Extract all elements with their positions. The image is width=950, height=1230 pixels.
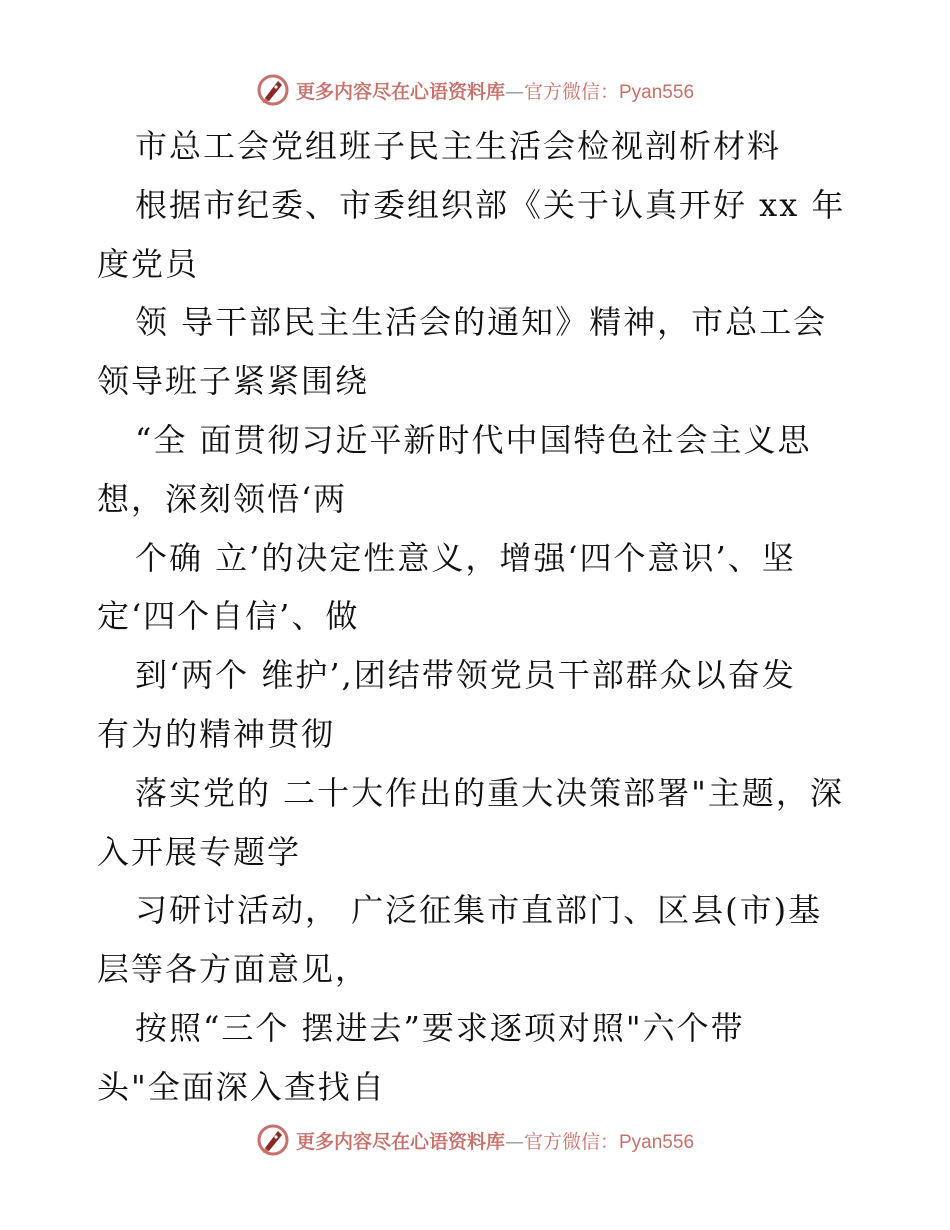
footer-watermark-text (296, 1127, 694, 1154)
watermark-wechat-id: Pyan556 (619, 81, 695, 103)
watermark-wechat-id: Pyan556 (619, 1131, 695, 1153)
header-watermark-text (296, 77, 694, 104)
paragraph-line: 想，深刻领悟‘两 (97, 479, 348, 518)
paragraph-line: 根据市纪委、市委组织部《关于认真开好 xx 年 (135, 185, 846, 224)
paragraph-line: 有为的精神贯彻 (97, 714, 336, 753)
paragraph-line: 按照“三个 摆进去”要求逐项对照"六个带 (135, 1008, 745, 1047)
pen-nib-logo-icon (256, 1123, 290, 1157)
footer-watermark (0, 1120, 950, 1160)
paragraph-line: 习研讨活动， 广泛征集市直部门、区县(市)基 (135, 891, 823, 930)
document-body (97, 117, 857, 1117)
paragraph-line: 个确 立’的决定性意义，增强‘四个意识’、坚 (135, 538, 796, 577)
watermark-main: 更多内容尽在心语资料库 (295, 1130, 505, 1153)
watermark-main: 更多内容尽在心语资料库 (295, 80, 505, 103)
document-title: 市总工会党组班子民主生活会检视剖析材料 (135, 127, 782, 165)
paragraph-line: 度党员 (97, 244, 200, 283)
paragraph-line: 层等各方面意见， (97, 950, 370, 989)
paragraph-line: 定‘四个自信’、做 (97, 597, 360, 636)
watermark-separator: — (504, 1130, 524, 1153)
watermark-wechat-label: 官方微信： (523, 1130, 619, 1153)
paragraph-line: “全 面贯彻习近平新时代中国特色社会主义思 (135, 420, 812, 459)
pen-nib-logo-icon (256, 73, 290, 107)
paragraph-line: 领 导干部民主生活会的通知》精神，市总工会 (135, 303, 828, 342)
watermark-separator: — (504, 80, 524, 103)
paragraph-line: 入开展专题学 (97, 832, 302, 871)
paragraph-line: 落实党的 二十大作出的重大决策部署"主题，深 (135, 773, 844, 812)
paragraph-line: 领导班子紧紧围绕 (97, 362, 370, 401)
watermark-wechat-label: 官方微信： (523, 80, 619, 103)
header-watermark (0, 70, 950, 110)
paragraph-line: 到‘两个 维护’,团结带领党员干部群众以奋发 (135, 656, 796, 695)
paragraph-line: 头"全面深入查找自 (97, 1067, 386, 1106)
